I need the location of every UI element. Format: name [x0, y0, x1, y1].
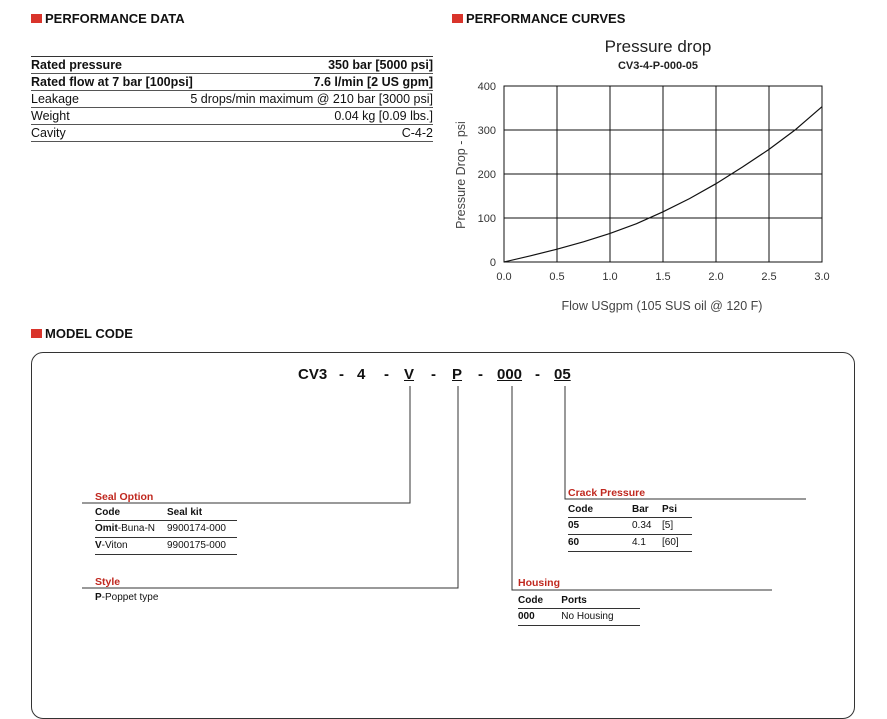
style-desc: -Poppet type [101, 592, 159, 603]
code-series: CV3 [298, 366, 328, 383]
table-row [568, 518, 692, 535]
table-header [95, 506, 237, 521]
style-code: P [95, 592, 102, 603]
row-psi: [60] [662, 537, 679, 548]
row-value: 0.04 kg [0.09 lbs.] [334, 109, 433, 123]
chart-subtitle: CV3-4-P-000-05 [617, 60, 699, 72]
x-tick-label: 3.0 [814, 271, 830, 283]
code-seal: V [404, 366, 415, 383]
header-code: Code [518, 595, 543, 606]
table-row [518, 609, 640, 626]
table-header [518, 594, 640, 609]
row-label: Rated flow at 7 bar [100psi] [31, 75, 193, 89]
x-tick-label: 0.0 [496, 271, 512, 283]
header-ports: Ports [561, 595, 587, 606]
row-ports: No Housing [561, 611, 614, 622]
row-label: Rated pressure [31, 58, 123, 72]
row-label: Leakage [31, 92, 79, 106]
y-tick-label: 100 [477, 213, 496, 225]
y-tick-label: 400 [477, 81, 496, 93]
seal-kit-value: 9900174-000 [167, 523, 226, 534]
x-tick-label: 1.0 [602, 271, 618, 283]
y-axis-label: Pressure Drop - psi [454, 121, 468, 229]
code-dash: - [339, 366, 344, 383]
code-size: 4 [357, 366, 366, 383]
row-code: 05 [568, 520, 580, 531]
row-bar: 0.34 [632, 520, 652, 531]
x-tick-label: 0.5 [549, 271, 565, 283]
row-code: 60 [568, 537, 580, 548]
x-tick-label: 2.0 [708, 271, 724, 283]
chart-title: Pressure drop [604, 37, 712, 56]
housing-title: Housing [518, 577, 560, 589]
code-dash: - [535, 366, 540, 383]
seal-option-title: Seal Option [95, 491, 154, 503]
row-label: Cavity [31, 126, 66, 140]
housing-table [518, 594, 640, 626]
code-desc: -Buna-N [117, 523, 156, 534]
crack-pressure-table [568, 503, 692, 552]
performance-curves-title: PERFORMANCE CURVES [466, 11, 626, 26]
code-dash: - [478, 366, 483, 383]
seal-option-table [95, 506, 237, 555]
style-title: Style [95, 576, 121, 588]
table-row [568, 535, 692, 552]
code-value: V [95, 540, 102, 551]
x-axis-label: Flow USgpm (105 SUS oil @ 120 F) [561, 299, 763, 313]
table-header [568, 503, 692, 518]
row-code [95, 521, 167, 537]
row-code: 000 [518, 611, 535, 622]
code-value: Omit [95, 523, 118, 534]
table-row [95, 538, 237, 555]
y-tick-label: 300 [477, 125, 496, 137]
y-tick-label: 0 [489, 257, 496, 269]
header-bar: Bar [632, 504, 649, 515]
row-value: 5 drops/min maximum @ 210 bar [3000 psi] [190, 92, 433, 106]
header-seal-kit: Seal kit [167, 507, 203, 518]
row-value: 350 bar [5000 psi] [328, 58, 433, 72]
code-crack: 05 [554, 366, 571, 383]
table-row [95, 521, 237, 538]
code-dash: - [384, 366, 389, 383]
performance-data-title: PERFORMANCE DATA [45, 11, 185, 26]
y-tick-label: 200 [477, 169, 496, 181]
style-entry [95, 592, 158, 603]
x-tick-label: 1.5 [655, 271, 671, 283]
model-code-title: MODEL CODE [45, 326, 133, 341]
code-desc: -Viton [101, 540, 128, 551]
row-label: Weight [31, 109, 70, 123]
header-code: Code [95, 507, 120, 518]
code-style: P [452, 366, 463, 383]
header-code: Code [568, 504, 593, 515]
row-value: C-4-2 [401, 126, 433, 140]
header-psi: Psi [662, 504, 678, 515]
crack-pressure-title: Crack Pressure [568, 487, 646, 499]
code-dash: - [431, 366, 436, 383]
seal-kit-value: 9900175-000 [167, 540, 226, 551]
x-tick-label: 2.5 [761, 271, 777, 283]
row-value: 7.6 l/min [2 US gpm] [313, 75, 433, 89]
code-housing: 000 [497, 366, 523, 383]
row-code [95, 538, 167, 554]
row-bar: 4.1 [632, 537, 646, 548]
row-psi: [5] [662, 520, 674, 531]
